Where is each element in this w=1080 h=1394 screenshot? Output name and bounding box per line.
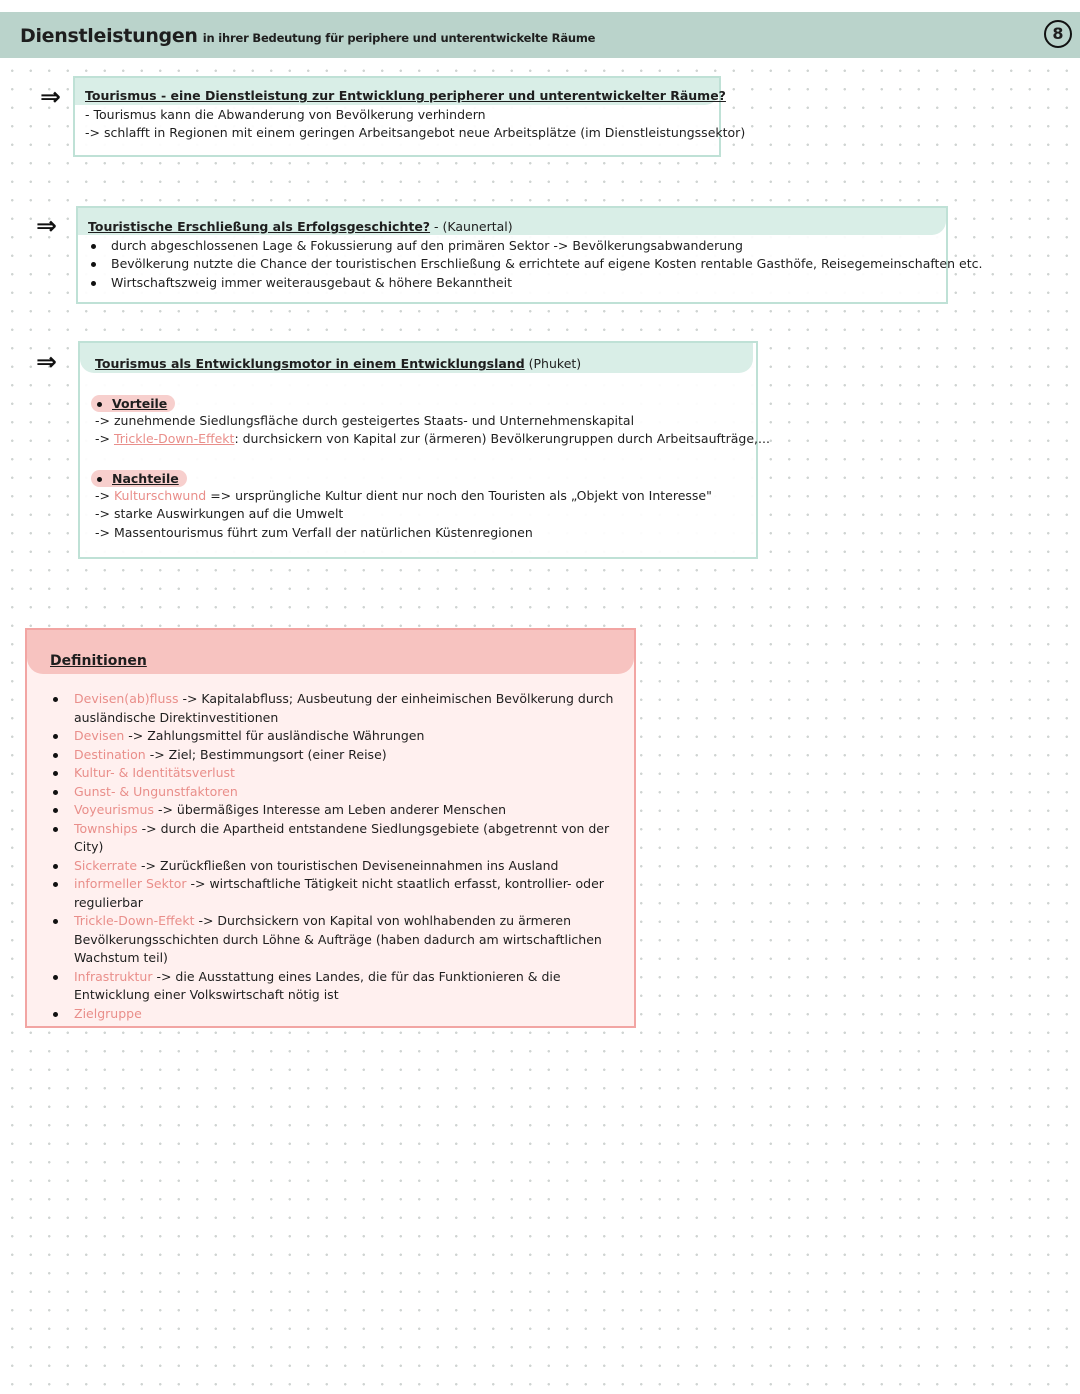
- section-tourismus-entwicklung: [73, 76, 746, 157]
- bullet-dot-icon: [97, 402, 102, 407]
- definition-item: Destination -> Ziel; Bestimmungsort (einer Reise): [49, 746, 614, 765]
- definition-item: Sickerrate -> Zurückfließen von touristischen Deviseneinnahmen ins Ausland: [49, 857, 614, 876]
- definition-item: Kultur- & Identitätsverlust: [49, 764, 614, 783]
- definition-item: Voyeurismus -> übermäßiges Interesse am Leben anderer Menschen: [49, 801, 614, 820]
- definition-item: Trickle-Down-Effekt -> Durchsickern von Kapital von wohlhabenden zu ärmeren Bevölkerungsschichten durch Löhne & Aufträge (haben dadurch am wirtschaftlichen Wachstum teil): [49, 912, 614, 968]
- definitions-list: [49, 690, 614, 1023]
- section-heading: Tourismus - eine Dienstleistung zur Entwicklung peripherer und unterentwickelter Räume?: [85, 88, 726, 103]
- arrow-icon: ⇒: [36, 211, 57, 240]
- definition-item: Zielgruppe: [49, 1005, 614, 1024]
- definition-item: Infrastruktur -> die Ausstattung eines Landes, die für das Funktionieren & die Entwicklung einer Volkswirtschaft nötig ist: [49, 968, 614, 1005]
- definition-item: informeller Sektor -> wirtschaftliche Tätigkeit nicht staatlich erfasst, kontrollier- oder regulierbar: [49, 875, 614, 912]
- nachteile-label: Nachteile: [91, 470, 187, 487]
- section-heading: Tourismus als Entwicklungsmotor in einem Entwicklungsland: [95, 356, 525, 371]
- bullet-dot-icon: [97, 477, 102, 482]
- vorteil-item: -> zunehmende Siedlungsfläche durch gesteigertes Staats- und Unternehmenskapital: [95, 412, 635, 428]
- vorteil-item: -> Trickle-Down-Effekt: durchsickern von Kapital zur (ärmeren) Bevölkerungruppen durch Arbeitsaufträge,...: [95, 431, 770, 446]
- term-trickle-down: Trickle-Down-Effekt: [113, 431, 235, 446]
- definitions-box: [25, 628, 636, 1028]
- nachteil-item: -> Kulturschwund => ursprüngliche Kultur dient nur noch den Touristen als „Objekt von Interesse": [95, 487, 712, 503]
- page-title: [20, 25, 595, 47]
- list-item: durch abgeschlossenen Lage & Fokussierung auf den primären Sektor -> Bevölkerungsabwanderung: [88, 237, 946, 256]
- definitions-title: Definitionen: [50, 653, 147, 669]
- page-title-main: Dienstleistungen: [20, 25, 198, 47]
- definition-item: Townships -> durch die Apartheid entstandene Siedlungsgebiete (abgetrennt von der City): [49, 820, 614, 857]
- section-heading: Touristische Erschließung als Erfolgsgeschichte?: [88, 219, 431, 234]
- nachteil-item: -> Massentourismus führt zum Verfall der natürlichen Küstenregionen: [95, 524, 533, 540]
- bullet-list: [88, 237, 983, 293]
- text-line: - Tourismus kann die Abwanderung von Bevölkerung verhindern: [85, 106, 486, 122]
- section-heading-line: [88, 218, 946, 237]
- definition-item: Devisen -> Zahlungsmittel für ausländische Währungen: [49, 727, 614, 746]
- text-line: -> schlafft in Regionen mit einem geringen Arbeitsangebot neue Arbeitsplätze (im Dienstleistungssektor): [85, 125, 746, 140]
- list-item: Bevölkerung nutzte die Chance der touristischen Erschließung & errichtete auf eigene Kosten rentable Gasthöfe, Reisegemeinschaften etc.: [88, 255, 946, 274]
- section-heading-suffix: (Phuket): [524, 356, 582, 371]
- section-erschliessung-kaunertal: [76, 206, 983, 304]
- nachteil-item: -> starke Auswirkungen auf die Umwelt: [95, 506, 344, 521]
- section-heading-suffix: - (Kaunertal): [430, 219, 513, 234]
- header-bar: [0, 12, 1080, 58]
- term-kulturschwund: Kulturschwund: [113, 487, 207, 503]
- definition-item: Devisen(ab)fluss -> Kapitalabfluss; Ausbeutung der einheimischen Bevölkerung durch ausländische Direktinvestitionen: [49, 690, 614, 727]
- section-entwicklungsmotor-phuket: [78, 341, 770, 559]
- definition-item: Gunst- & Ungunstfaktoren: [49, 783, 614, 802]
- list-item: Wirtschaftszweig immer weiterausgebaut & höhere Bekanntheit: [88, 274, 946, 293]
- vorteile-label: Vorteile: [91, 395, 175, 412]
- page-number-badge: 8: [1044, 20, 1072, 48]
- section-heading-line: [95, 355, 756, 374]
- arrow-icon: ⇒: [36, 347, 57, 376]
- arrow-icon: ⇒: [40, 82, 61, 111]
- page-title-sub: in ihrer Bedeutung für periphere und unterentwickelte Räume: [202, 31, 596, 45]
